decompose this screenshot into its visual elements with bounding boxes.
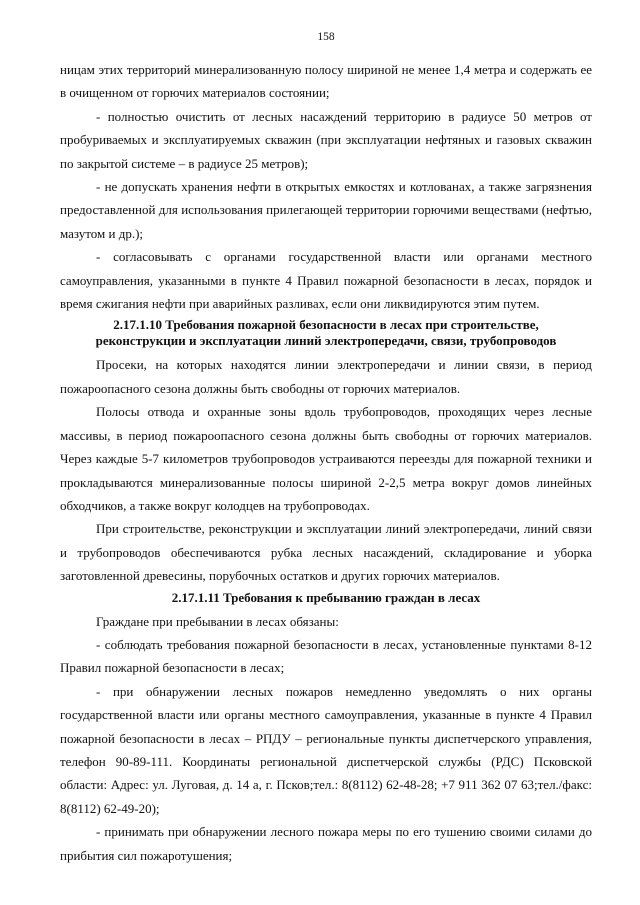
paragraph: - согласовывать с органами государственной власти или органами местного самоуправления, указанными в пункте 4 Правил пожарной безопасности в лесах, порядок и время сжигания нефти при аварийных разливах, если они ликвидируются этим путем. <box>60 249 592 312</box>
paragraph: Полосы отвода и охранные зоны вдоль трубопроводов, проходящих через лесные массивы, в период пожароопасного сезона должны быть свободны от горючих материалов. Через каждые 5-7 километров трубопроводов устраиваются переезды для пожарной техники и прокладываются минерализованные полосы шириной 2-2,5 метра вокруг домов линейных обходчиков, а также вокруг колодцев на трубопроводах. <box>60 404 592 513</box>
body-text <box>60 58 592 867</box>
paragraph: Граждане при пребывании в лесах обязаны: <box>96 613 339 629</box>
page-number: 158 <box>317 31 335 43</box>
paragraph: При строительстве, реконструкции и эксплуатации линий электропередачи, линий связи и трубопроводов обеспечиваются рубка лесных насаждений, складирование и уборка заготовленной древесины, порубочных остатков и других горючих материалов. <box>60 521 592 584</box>
paragraph: - принимать при обнаружении лесного пожара меры по его тушению своими силами до прибытия сил пожаротушения; <box>60 824 592 863</box>
paragraph: Просеки, на которых находятся линии электропередачи и линии связи, в период пожароопасного сезона должны быть свободны от горючих материалов. <box>60 357 592 396</box>
section-heading <box>60 317 592 349</box>
paragraph: - не допускать хранения нефти в открытых емкостях и котлованах, а также загрязнения предоставленной для использования прилегающей территории горючими веществами (нефтью, мазутом и др.); <box>60 179 592 241</box>
paragraph: ницам этих территорий минерализованную полосу шириной не менее 1,4 метра и содержать ее в очищенном от горючих материалов состоянии; <box>60 62 592 101</box>
section-heading-line: 2.17.1.11 Требования к пребыванию граждан в лесах <box>171 589 481 605</box>
section-heading <box>60 590 592 606</box>
section-heading-line: 2.17.1.10 Требования пожарной безопасности в лесах при строительстве, <box>113 317 539 333</box>
paragraph: - соблюдать требования пожарной безопасности в лесах, установленные пунктами 8-12 Правил пожарной безопасности в лесах; <box>60 636 592 676</box>
section-heading-line: реконструкции и эксплуатации линий электропередачи, связи, трубопроводов <box>95 333 557 349</box>
paragraph: - при обнаружении лесных пожаров немедленно уведомлять о них органы государственной власти или органы местного самоуправления, указанные в пункте 4 Правил пожарной безопасности в лесах – РПДУ – региональные пункты диспетчерского управления, телефон 90-89-111. Координаты региональной диспетчерской службы (РДС) Псковской области: Адрес: ул. Луговая, д. 14 а, г. Псков;тел.: 8(8112) 62-48-28; +7 911 362 07 63;тел./факс: 8(8112) 62-49-20); <box>60 683 592 816</box>
paragraph: - полностью очистить от лесных насаждений территорию в радиусе 50 метров от пробуриваемых и эксплуатируемых скважин (при эксплуатации нефтяных и газовых скважин по закрытой системе – в радиусе 25 метров); <box>60 108 592 171</box>
